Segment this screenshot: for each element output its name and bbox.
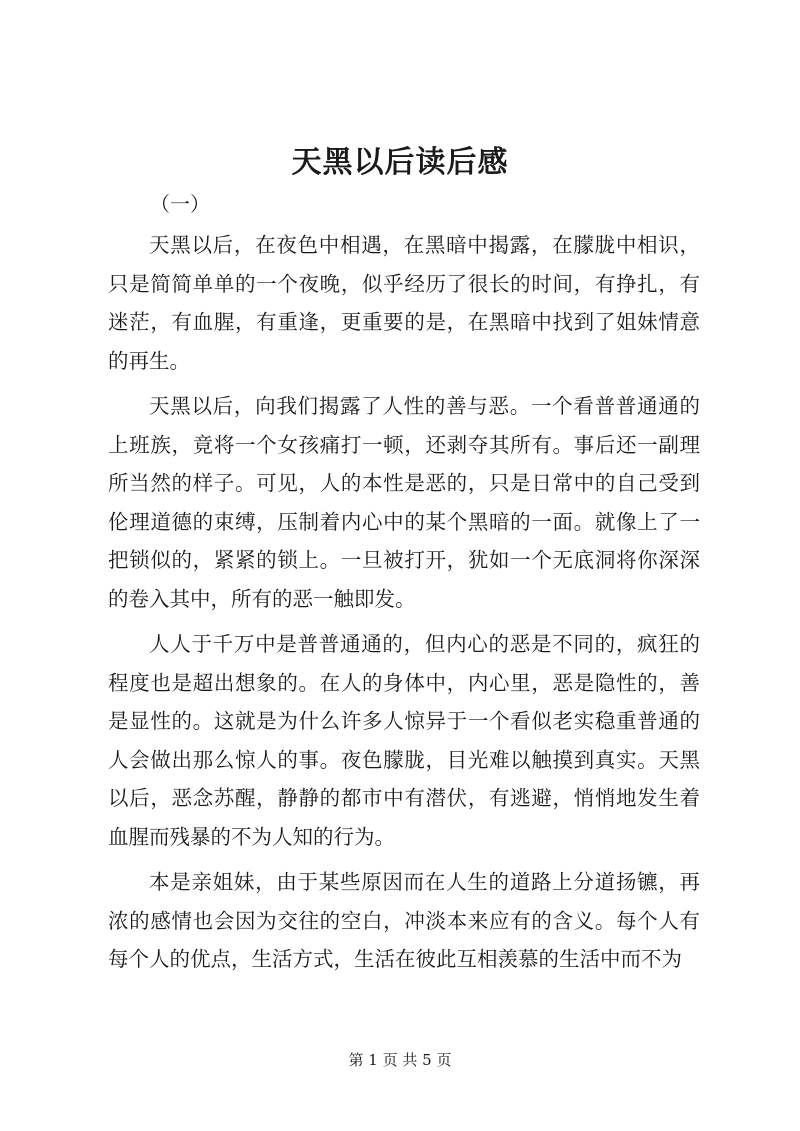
- document-body: [108, 226, 700, 986]
- paragraph-1: 天黑以后，在夜色中相遇，在黑暗中揭露，在朦胧中相识，只是简简单单的一个夜晚，似乎经历了很长的时间，有挣扎，有迷茫，有血腥，有重逢，更重要的是，在黑暗中找到了姐妹情意的再生。: [108, 233, 700, 373]
- page-footer: 第 1 页 共 5 页: [348, 1051, 452, 1069]
- paragraph-3: 人人于千万中是普普通通的，但内心的恶是不同的，疯狂的程度也是超出想象的。在人的身体中，内心里，恶是隐性的，善是显性的。这就是为什么许多人惊异于一个看似老实稳重普通的人会做出那么惊人的事。夜色朦胧，目光难以触摸到真实。天黑以后，恶念苏醒，静静的都市中有潜伏，有逃避，悄悄地发生着血腥而残暴的不为人知的行为。: [108, 632, 700, 849]
- section-label: （一）: [150, 192, 210, 216]
- document-title: 天黑以后读后感: [291, 145, 509, 180]
- paragraph-4: 本是亲姐妹，由于某些原因而在人生的道路上分道扬镳，再浓的感情也会因为交往的空白，冲淡本来应有的含义。每个人有每个人的优点，生活方式，生活在彼此互相羡慕的生活中而不为: [108, 870, 700, 971]
- paragraph-2: 天黑以后，向我们揭露了人性的善与恶。一个看普普通通的上班族，竟将一个女孩痛打一顿，还剥夺其所有。事后还一副理所当然的样子。可见，人的本性是恶的，只是日常中的自己受到伦理道德的束缚，压制着内心中的某个黑暗的一面。就像上了一把锁似的，紧紧的锁上。一旦被打开，犹如一个无底洞将你深深的卷入其中，所有的恶一触即发。: [108, 394, 700, 611]
